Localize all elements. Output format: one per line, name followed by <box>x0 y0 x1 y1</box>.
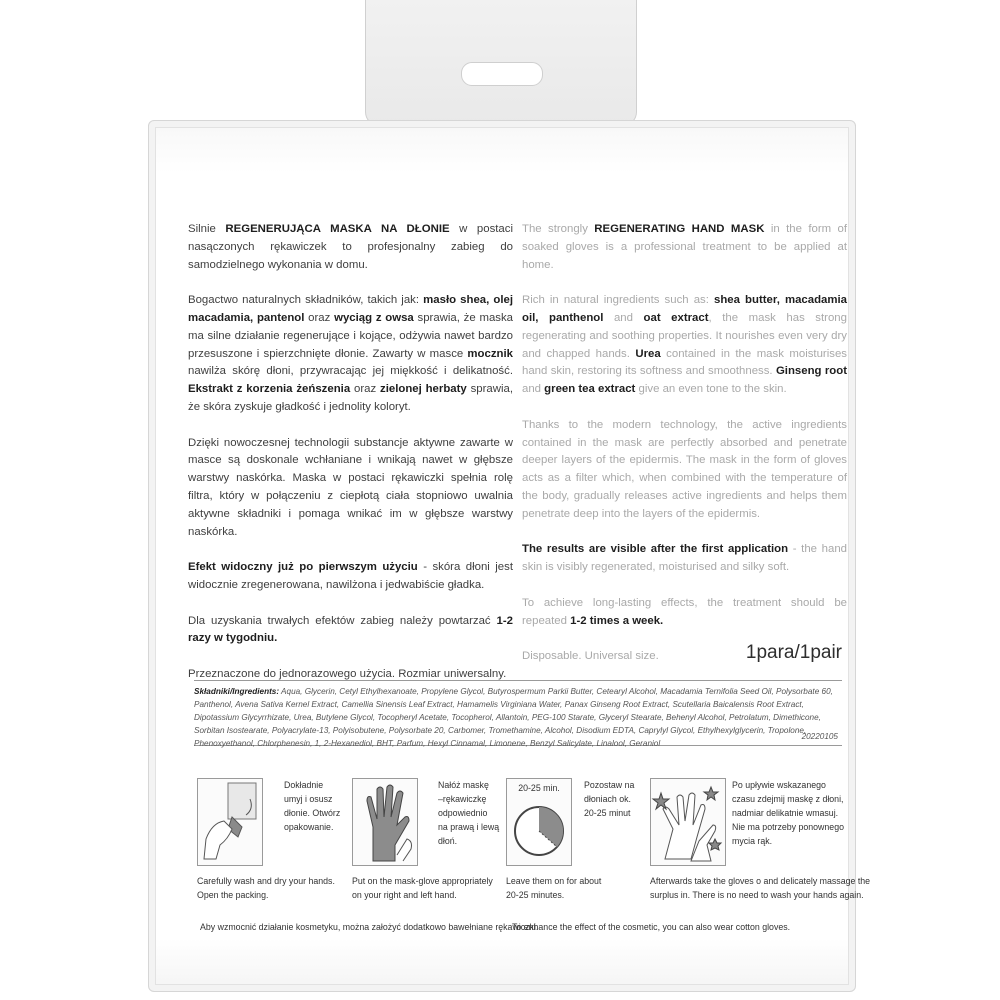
step-4-illustration <box>650 778 726 866</box>
step-3-en: Leave them on for about 20-25 minutes. <box>506 876 602 900</box>
en-paragraph-4: The results are visible after the first application - the hand skin is visibly regenerated, moisturised and silky soft. <box>522 543 847 574</box>
pl-paragraph-2: Bogactwo naturalnych składników, takich jak: masło shea, olej macadamia, pantenol oraz wyciąg z owsa sprawia, że maska ma silne działanie regenerujące i kojące, odżywia nawet bardzo przesuszone i spierzchnięte dłonie. Zawarty w masce mocznik nawilża skórę dłoni, przywracając jej miękkość i delikatność. Ekstrakt z korzenia żeńszenia oraz zielonej herbaty sprawia, że skóra zyskuje gładkość i jednolity koloryt. <box>188 294 514 413</box>
pair-count: 1para/1pair <box>745 642 842 663</box>
footer-note-en: To enhance the effect of the cosmetic, you can also wear cotton gloves. <box>512 922 791 932</box>
step-1-en: Carefully wash and dry your hands. Open the packing. <box>197 876 335 900</box>
step-2-illustration <box>352 778 418 866</box>
footer-note-pl: Aby wzmocnić działanie kosmetyku, można założyć dodatkowo bawełniane rękawiczki. <box>200 922 539 932</box>
pl-paragraph-4: Efekt widoczny już po pierwszym użyciu - skóra dłoni jest widocznie zregenerowana, nawilżona i jedwabiście gładka. <box>188 561 513 591</box>
pl-paragraph-3: Dzięki nowoczesnej technologii substancje aktywne zawarte w masce są doskonale wchłaniane i wnikają nawet w głębsze warstwy naskórka. Maska w postaci rękawiczki spełnia rolę filtra, który w połączeniu z ciepłotą ciała stopniowo uwalnia aktywne składniki i pomaga wnikać im w głębsze warstwy naskórka. <box>188 436 513 538</box>
pl-paragraph-6: Przeznaczone do jednorazowego użycia. Rozmiar uniwersalny. <box>188 667 507 680</box>
en-paragraph-3: Thanks to the modern technology, the active ingredients contained in the mask are perfectly absorbed and penetrate deeper layers of the epidermis. The mask in the form of gloves acts as a filter which, when combined with the temperature of the body, gradually releases active ingredients and helps them penetrate deep into the layers of the epidermis. <box>522 418 847 520</box>
polish-description <box>188 221 513 702</box>
step-1-illustration <box>197 778 263 866</box>
en-paragraph-5: To achieve long-lasting effects, the treatment should be repeated 1-2 times a week. <box>522 596 847 627</box>
ingredients-text: Aqua, Glycerin, Cetyl Ethylhexanoate, Propylene Glycol, Butyrospermum Parkii Butter, Cetearyl Alcohol, Macadamia Ternifolia Seed Oil, Polysorbate 60, Panthenol, Avena Sativa Kernel Extract, Camellia Sinensis Leaf Extract, Hamamelis Virginiana Water, Panax Ginseng Root Extract, Scutellaria Baicalensis Root Extract, Dipotassium Glycyrrhizate, Urea, Butylene Glycol, Tocopheryl Acetate, Tocopherol, Allantoin, PEG-100 Starate, Glyceryl Stearate, Behenyl Alcohol, Petrolatum, Dimethicone, Sorbitan Isostearate, Polyacrylate-13, Polyisobutene, Polysorbate 20, Carbomer, Tromethamine, Alcohol, Disodium EDTA, Caprylyl Glycol, Ethylhexylglycerin, Tropolone, Phenoxyethanol, Chlorphenesin, 1, 2-Hexanediol, BHT, Parfum, Hexyl Cinnamal, Limonene, Benzyl Salicylate, Linalool, Geraniol <box>194 687 833 748</box>
step-4-pl: Po upływie wskazanego czasu zdejmij maskę z dłoni, nadmiar delikatnie wmasuj. Nie ma potrzeby ponownego mycia rąk. <box>732 780 844 846</box>
ingredients-list <box>194 680 842 746</box>
open-packet-icon <box>198 779 262 865</box>
step-4-en: Afterwards take the gloves o and delicately massage the surplus in. There is no need to wash your hands again. <box>650 876 871 900</box>
batch-code: 20220105 <box>801 732 838 741</box>
pl-paragraph-1: Silnie REGENERUJĄCA MASKA NA DŁONIE w postaci nasączonych rękawiczek to profesjonalny zabieg do samodzielnego wykonania w domu. <box>188 223 513 271</box>
hanger-tab <box>365 0 637 126</box>
english-description <box>522 221 847 684</box>
step-2-en: Put on the mask-glove appropriately on your right and left hand. <box>352 876 493 900</box>
massage-hands-icon <box>651 779 725 865</box>
timer-label: 20-25 min. <box>518 783 560 793</box>
step-3-illustration <box>506 778 572 866</box>
en-paragraph-2: Rich in natural ingredients such as: shea butter, macadamia oil, panthenol and oat extract, the mask has strong regenerating and soothing properties. It nourishes even very dry and chapped hands. Urea contained in the mask moisturises hand skin, restoring its softness and smoothness. Ginseng root and green tea extract give an even tone to the skin. <box>522 294 847 396</box>
step-2-pl: Nałóż maskę –rękawiczkę odpowiednio na prawą i lewą dłoń. <box>438 780 500 846</box>
en-paragraph-6: Disposable. Universal size. <box>522 650 659 663</box>
hang-slot <box>461 62 543 86</box>
ingredients-label: Składniki/Ingredients: <box>194 687 280 696</box>
glove-hand-icon <box>353 779 417 865</box>
step-3-pl: Pozostaw na dłoniach ok. 20-25 minut <box>584 780 635 818</box>
pl-paragraph-5: Dla uzyskania trwałych efektów zabieg należy powtarzać 1-2 razy w tygodniu. <box>188 614 513 645</box>
step-1-pl: Dokładnie umyj i osusz dłonie. Otwórz opakowanie. <box>284 780 341 832</box>
en-paragraph-1: The strongly REGENERATING HAND MASK in the form of soaked gloves is a professional treatment to be applied at home. <box>522 223 847 271</box>
